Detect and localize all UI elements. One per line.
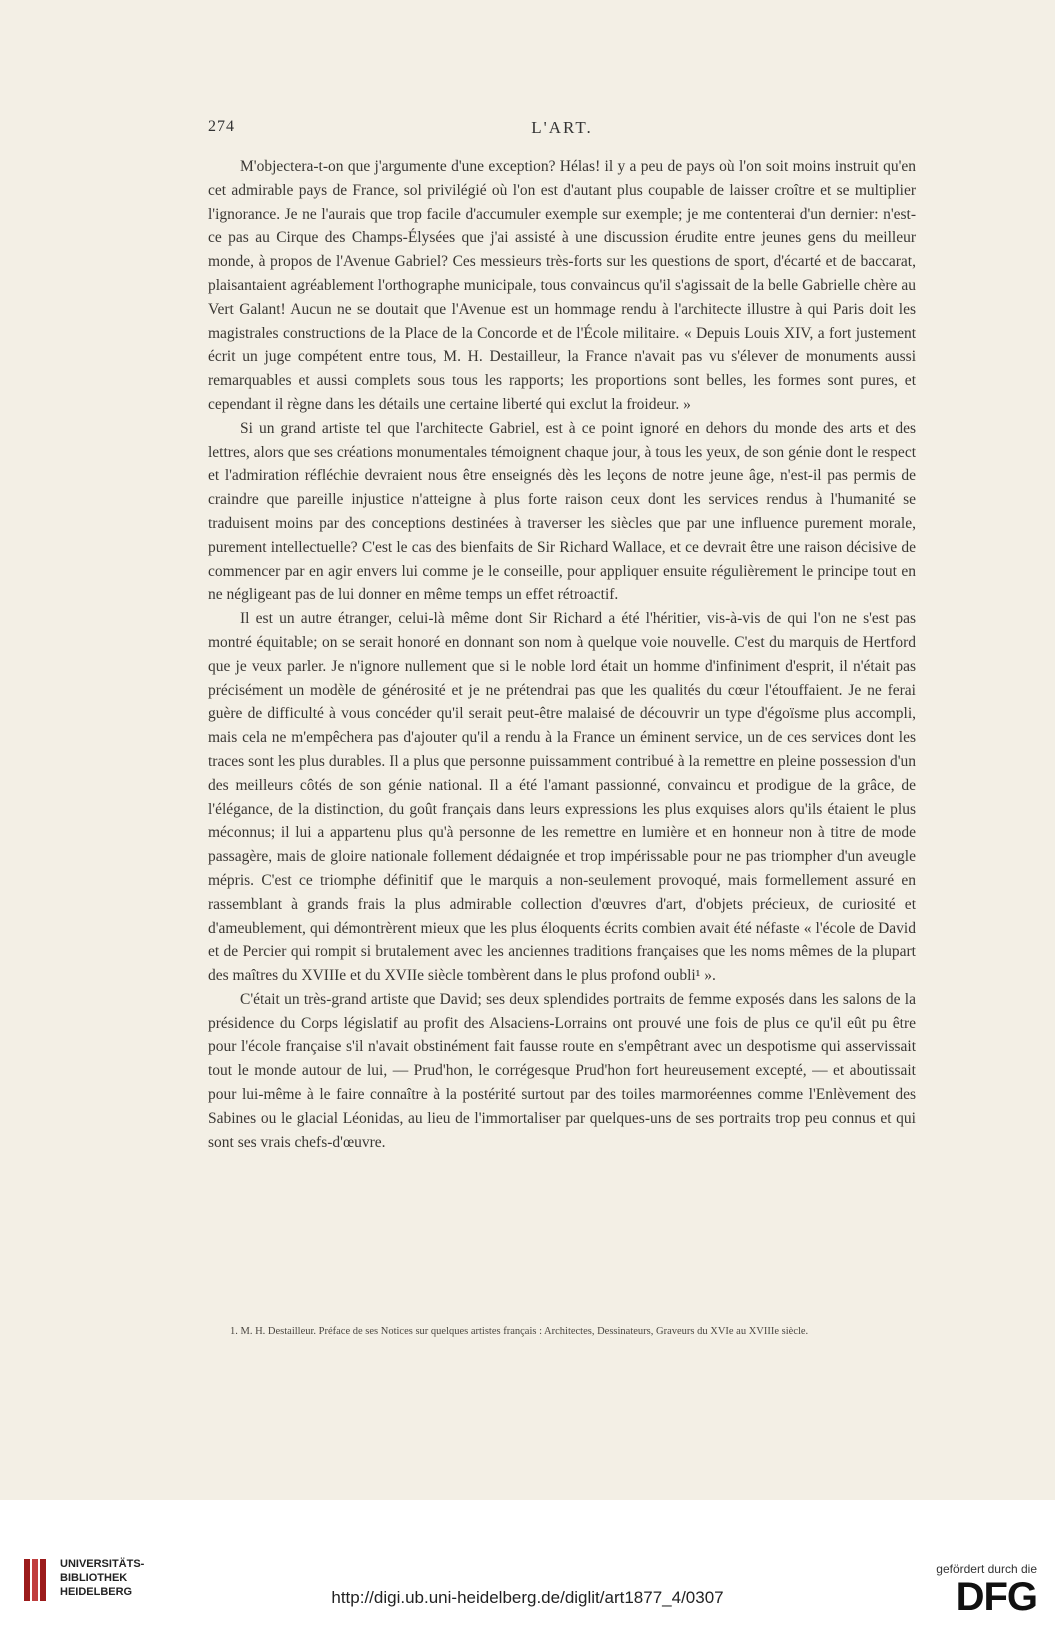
library-name-line: UNIVERSITÄTS- (60, 1558, 145, 1570)
footnote: 1. M. H. Destailleur. Préface de ses Notices sur quelques artistes français : Architectes, Dessinateurs, Graveurs du XVIe au XVIIIe siècle. (230, 1326, 809, 1337)
running-head: L'ART. (531, 118, 593, 137)
permalink-url[interactable]: http://digi.ub.uni-heidelberg.de/diglit/art1877_4/0307 (331, 1588, 724, 1607)
dfg-funding-logo[interactable] (917, 1562, 1037, 1622)
funding-caption: gefördert durch die (936, 1562, 1037, 1576)
article-body (208, 155, 916, 1154)
paragraph: C'était un très-grand artiste que David; ses deux splendides portraits de femme exposés dans les salons de la présidence du Corps législatif au profit des Alsaciens-Lorrains ont prouvé une fois de plus ce qu'il eût pu être pour l'école française s'il n'avait obstinément fait fausse route en s'empêtrant avec un despotisme qui asservissait tout le monde autour de lui, — Prud'hon, le corrégesque Prud'hon fort heureusement excepté, — et aboutissait pour lui-même à le faire connaître à la postérité surtout par des toiles marmoréennes comme l'Enlèvement des Sabines ou le glacial Léonidas, au lieu de l'immortaliser par quelques-uns de ses portraits trop peu connus et qui sont ses vrais chefs-d'œuvre. (208, 990, 916, 1151)
paragraph: Il est un autre étranger, celui-là même dont Sir Richard a été l'héritier, vis-à-vis de qui l'on ne s'est pas montré équitable; on se serait honoré en donnant son nom à quelque voie nouvelle. C'est du marquis de Hertford que je veux parler. Je n'ignore nullement que si le noble lord était un homme d'infiniment d'esprit, il n'était pas précisément un modèle de générosité et je ne prétendrai pas que les qualités du cœur l'étouffaient. Je ne ferai guère de difficulté à vous concéder qu'il serait peut-être malaisé de découvrir un type d'égoïsme plus accompli, mais cela ne m'empêchera pas d'ajouter qu'il a rendu à la France un éminent service, un de ces services dont les traces sont les plus durables. Il a plus que personne puissamment contribué à la remettre en pleine possession d'un des meilleurs côtés de son génie national. Il a été l'amant passionné, convaincu et prodigue de la grâce, de l'élégance, de la distinction, du goût français dans leurs expressions les plus exquises alors qu'ils étaient le plus méconnus; il lui a appartenu plus qu'à personne de les remettre en lumière et en honneur non à titre de mode passagère, mais de gloire nationale follement dédaignée et trop impérissable pour ne pas triompher d'un aveugle mépris. C'est ce triomphe définitif que le marquis a non-seulement provoqué, mais formellement assuré en rassemblant à grands frais la plus admirable collection d'œuvres d'art, d'objets précieux, de curiosité et d'ameublement, qui démontrèrent mieux que les plus éloquents écrits combien avait été néfaste « l'école de David et de Percier qui rompit si brutalement avec les anciennes traditions françaises que les noms mêmes de la plupart des maîtres du XVIIIe et du XVIIe siècle tombèrent dans le plus profond oubli¹ ». (208, 610, 916, 985)
paragraph: Si un grand artiste tel que l'architecte Gabriel, est à ce point ignoré en dehors du monde des arts et des lettres, alors que ses créations monumentales témoignent chaque jour, à tous les yeux, de son génie dont le respect et l'admiration réfléchie devraient nous être enseignés dès les leçons de notre jeune âge, n'est-il pas permis de craindre que pareille injustice n'atteigne à plus forte raison ceux dont les services rendus à l'humanité se traduisent moins par des conceptions destinées à traverser les siècles que par une influence purement morale, purement intellectuelle? C'est le cas des bienfaits de Sir Richard Wallace, et ce devrait être une raison décisive de commencer par en agir envers lui comme je le conseille, pour appliquer ensuite régulièrement le principe tout en ne négligeant pas de lui donner en même temps un effet rétroactif. (208, 419, 916, 604)
library-name-line: HEIDELBERG (60, 1586, 133, 1598)
page-number: 274 (208, 118, 235, 135)
paragraph: M'objectera-t-on que j'argumente d'une exception? Hélas! il y a peu de pays où l'on soit moins instruit qu'en cet admirable pays de France, sol privilégié où l'on est d'autant plus coupable de laisser croître et se multiplier l'ignorance. Je ne l'aurais que trop facile d'accumuler exemple sur exemple; je me contenterai d'un dernier: n'est-ce pas au Cirque des Champs-Élysées que j'ai assisté à une discussion érudite entre jeunes gens du meilleur monde, à propos de l'Avenue Gabriel? Ces messieurs très-forts sur les questions de sport, d'écarté et de baccarat, plaisantaient agréablement l'orthographe municipale, tous convaincus qu'il s'agissait de la belle Gabrielle chère au Vert Galant! Aucun ne se doutait que l'Avenue est un hommage rendu à l'architecte illustre à qui Paris doit les magistrales constructions de la Place de la Concorde et de l'École militaire. « Depuis Louis XIV, a fort justement écrit un juge compétent entre tous, M. H. Destailleur, la France n'avait pas vu s'élever de monuments aussi remarquables et aussi complets sous tous les rapports; les proportions sont belles, les formes sont pures, et cependant il règne dans les détails une certaine liberté qui exclut la froideur. » (208, 158, 916, 413)
dfg-logo-text: DFG (955, 1575, 1037, 1619)
viewer-footer (0, 1500, 1055, 1631)
library-name-line: BIBLIOTHEK (60, 1572, 128, 1584)
page-header (208, 118, 916, 142)
